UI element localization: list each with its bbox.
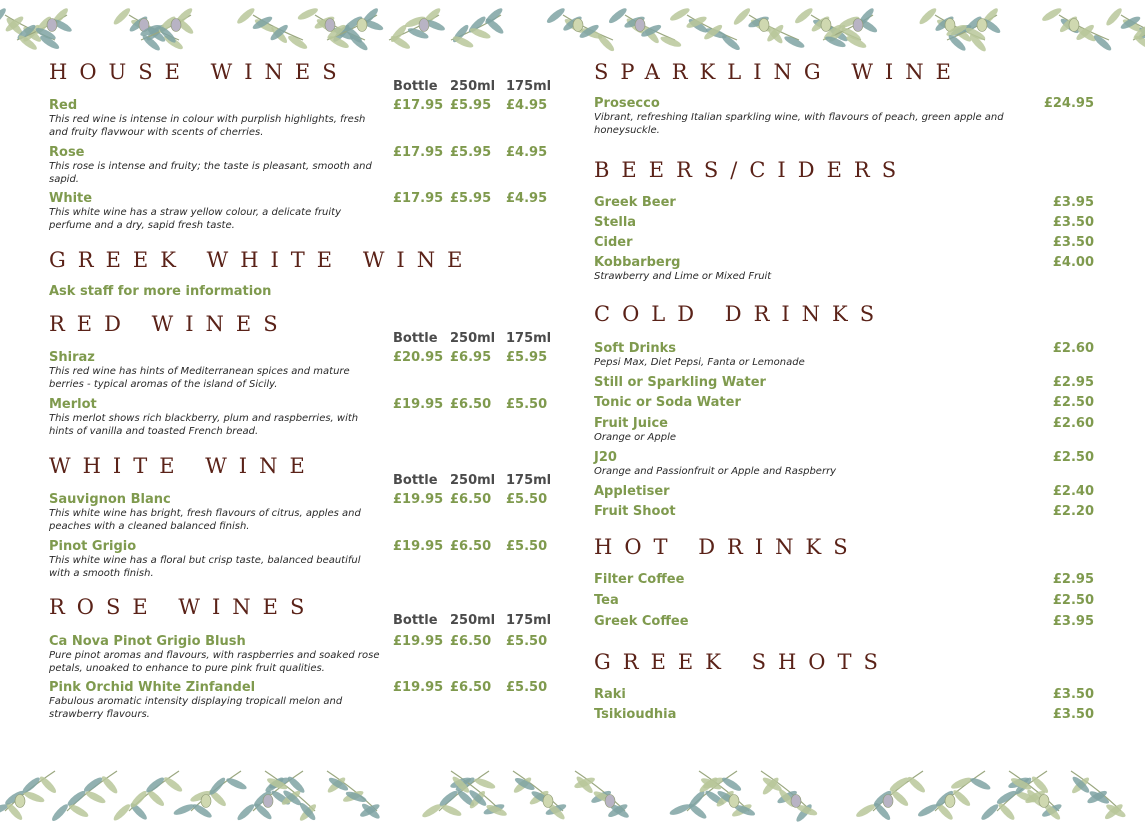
item-description: This white wine has a floral but crisp taste, balanced beautiful with a smooth finish. — [49, 555, 361, 579]
olive-branch-icon — [50, 771, 120, 823]
item-price: £2.60 — [1052, 341, 1094, 356]
olive-branch-icon — [916, 771, 991, 822]
item-name: Tsikioudhia — [594, 707, 677, 722]
item-description: This white wine has a straw yellow colour, a delicate fruity perfume and a dry, sapid fresh taste. — [49, 207, 342, 231]
item-price: £2.95 — [1052, 375, 1094, 390]
item-description: Orange and Passionfruit or Apple and Raspberry — [594, 466, 837, 477]
price-bottle: £19.95 — [393, 634, 444, 649]
house-wines-heading: HOUSE WINES — [49, 60, 349, 84]
olive-branch-border-bottom — [0, 736, 1145, 826]
greek-white-wine-heading: GREEK WHITE WINE — [49, 248, 475, 272]
item-name: Fruit Shoot — [594, 504, 676, 519]
price-bottle: £17.95 — [393, 145, 444, 160]
olive-branch-icon — [1070, 771, 1127, 821]
olive-branch-icon — [1104, 6, 1145, 53]
olive-branch-icon — [112, 771, 184, 823]
item-name: Red — [49, 98, 78, 113]
price-bottle: £19.95 — [393, 539, 444, 554]
item-description: Pepsi Max, Diet Pepsi, Fanta or Lemonade — [594, 357, 805, 368]
item-name: Greek Beer — [594, 195, 676, 210]
item-price: £2.50 — [1052, 395, 1094, 410]
item-price: £3.50 — [1052, 707, 1094, 722]
price-250ml: £6.50 — [450, 492, 492, 507]
item-price: £24.95 — [1043, 96, 1094, 111]
greek-shots-heading: GREEK SHOTS — [594, 650, 890, 674]
olive-branch-icon — [172, 771, 248, 820]
item-name: Filter Coffee — [594, 572, 685, 587]
col-header-175ml: 175ml — [506, 613, 552, 628]
price-175ml: £5.95 — [506, 350, 548, 365]
olive-branch-icon — [235, 6, 309, 51]
item-description: Orange or Apple — [594, 432, 677, 443]
price-175ml: £5.50 — [506, 492, 548, 507]
item-price: £2.95 — [1052, 572, 1094, 587]
price-250ml: £5.95 — [450, 98, 492, 113]
sparkling-wine-heading: SPARKLING WINE — [594, 60, 963, 84]
cold-drinks-heading: COLD DRINKS — [594, 302, 887, 326]
item-name: Raki — [594, 687, 626, 702]
white-wine-heading: WHITE WINE — [49, 454, 317, 478]
hot-drinks-heading: HOT DRINKS — [594, 535, 860, 559]
price-250ml: £5.95 — [450, 191, 492, 206]
item-name: Fruit Juice — [594, 416, 668, 431]
item-name: Soft Drinks — [594, 341, 676, 356]
item-name: White — [49, 191, 93, 206]
item-price: £2.50 — [1052, 593, 1094, 608]
olive-branch-icon — [0, 771, 58, 822]
item-name: Pinot Grigio — [49, 539, 137, 554]
item-price: £3.50 — [1052, 215, 1094, 230]
item-price: £3.50 — [1052, 687, 1094, 702]
price-250ml: £5.95 — [450, 145, 492, 160]
price-bottle: £19.95 — [393, 492, 444, 507]
olive-branch-icon — [326, 771, 382, 821]
item-price: £2.50 — [1052, 450, 1094, 465]
price-bottle: £19.95 — [393, 680, 444, 695]
olive-branch-icon — [1041, 6, 1114, 53]
col-header-250ml: 250ml — [450, 331, 496, 346]
price-175ml: £5.50 — [506, 634, 548, 649]
olive-branch-icon — [545, 6, 616, 53]
item-name: Tonic or Soda Water — [594, 395, 741, 410]
item-description: This red wine is intense in colour with purplish highlights, fresh and fruity flavwour with scents of cherries. — [49, 114, 366, 138]
price-175ml: £5.50 — [506, 397, 548, 412]
olive-branch-icon — [389, 6, 446, 51]
item-name: Ca Nova Pinot Grigio Blush — [49, 634, 246, 649]
item-name: Greek Coffee — [594, 614, 689, 629]
olive-branch-icon — [573, 771, 630, 820]
item-description: Strawberry and Lime or Mixed Fruit — [594, 271, 772, 282]
col-header-250ml: 250ml — [450, 473, 496, 488]
item-description: This white wine has bright, fresh flavours of citrus, apples and peaches with a cleaned balanced finish. — [49, 508, 361, 532]
item-description: Fabulous aromatic intensity displaying tropicall melon and strawberry flavours. — [49, 696, 343, 720]
item-name: Cider — [594, 235, 633, 250]
item-name: Still or Sparkling Water — [594, 375, 766, 390]
col-header-bottle: Bottle — [393, 331, 438, 346]
price-175ml: £4.95 — [506, 145, 548, 160]
item-name: Pink Orchid White Zinfandel — [49, 680, 256, 695]
price-250ml: £6.50 — [450, 397, 492, 412]
olive-branch-icon — [139, 6, 195, 53]
item-price: £3.95 — [1052, 614, 1094, 629]
rose-wines-heading: ROSE WINES — [49, 595, 317, 619]
col-header-175ml: 175ml — [506, 473, 552, 488]
col-header-175ml: 175ml — [506, 79, 552, 94]
item-description: This rose is intense and fruity; the taste is pleasant, smooth and sapid. — [49, 161, 372, 185]
olive-branch-icon — [945, 6, 1002, 53]
item-name: Tea — [594, 593, 619, 608]
olive-branch-icon — [855, 771, 927, 822]
col-header-bottle: Bottle — [393, 79, 438, 94]
item-name: Sauvignon Blanc — [49, 492, 171, 507]
col-header-bottle: Bottle — [393, 613, 438, 628]
item-price: £4.00 — [1052, 255, 1094, 270]
staff-info-note: Ask staff for more information — [49, 284, 272, 299]
olive-branch-icon — [451, 6, 506, 50]
item-name: Shiraz — [49, 350, 95, 365]
item-name: J20 — [594, 450, 617, 465]
price-bottle: £17.95 — [393, 191, 444, 206]
col-header-175ml: 175ml — [506, 331, 552, 346]
col-header-bottle: Bottle — [393, 473, 438, 488]
item-description: This merlot shows rich blackberry, plum and raspberries, with hints of vanilla and toasted French bread. — [49, 413, 359, 437]
item-price: £3.95 — [1052, 195, 1094, 210]
item-price: £2.20 — [1052, 504, 1094, 519]
col-header-250ml: 250ml — [450, 613, 496, 628]
price-bottle: £20.95 — [393, 350, 444, 365]
price-250ml: £6.50 — [450, 680, 492, 695]
price-175ml: £5.50 — [506, 539, 548, 554]
col-header-250ml: 250ml — [450, 79, 496, 94]
item-price: £3.50 — [1052, 235, 1094, 250]
price-bottle: £19.95 — [393, 397, 444, 412]
price-250ml: £6.50 — [450, 539, 492, 554]
item-name: Kobbarberg — [594, 255, 681, 270]
item-description: Vibrant, refreshing Italian sparkling wine, with flavours of peach, green apple and honeysuckle. — [594, 112, 1004, 136]
item-name: Rose — [49, 145, 85, 160]
item-name: Stella — [594, 215, 637, 230]
price-250ml: £6.50 — [450, 634, 492, 649]
olive-branch-icon — [512, 771, 568, 821]
price-175ml: £4.95 — [506, 98, 548, 113]
item-description: Pure pinot aromas and flavours, with raspberries and soaked rose petals, unoaked to enhance to pure pink fruit qualities. — [49, 650, 380, 674]
price-175ml: £4.95 — [506, 191, 548, 206]
item-price: £2.60 — [1052, 416, 1094, 431]
olive-branch-icon — [732, 6, 806, 50]
olive-branch-icon — [607, 6, 682, 49]
red-wines-heading: RED WINES — [49, 312, 290, 336]
item-name: Appletiser — [594, 484, 670, 499]
item-description: This red wine has hints of Mediterranean spices and mature berries - typical aromas of the island of Sicily. — [49, 366, 350, 390]
item-name: Merlot — [49, 397, 97, 412]
price-175ml: £5.50 — [506, 680, 548, 695]
item-price: £2.40 — [1052, 484, 1094, 499]
price-250ml: £6.95 — [450, 350, 492, 365]
item-name: Prosecco — [594, 96, 660, 111]
price-bottle: £17.95 — [393, 98, 444, 113]
beers-ciders-heading: BEERS/CIDERS — [594, 158, 909, 182]
